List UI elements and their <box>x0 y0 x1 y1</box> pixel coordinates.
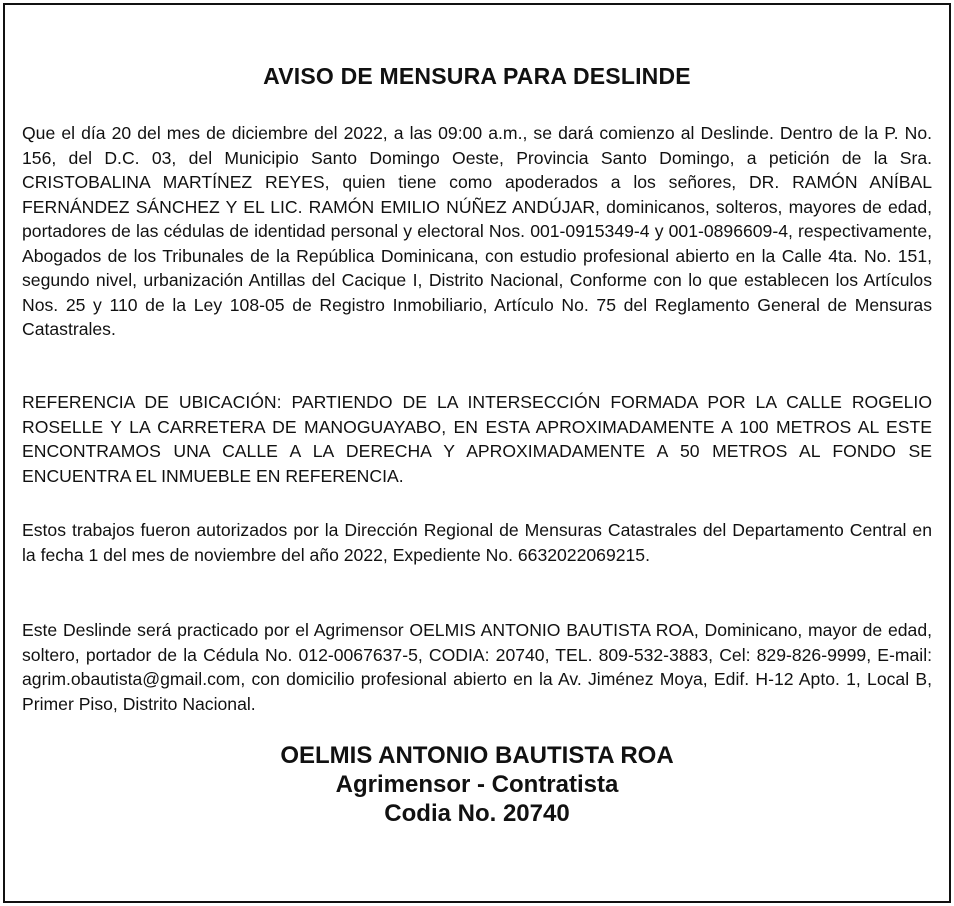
paragraph-deslinde-details: Que el día 20 del mes de diciembre del 2022, a las 09:00 a.m., se dará comienzo al Deslinde. Dentro de la P. No. 156, del D.C. 03, del Municipio Santo Domingo Oeste, Provincia Santo Domingo, a petición de la Sra. CRISTOBALINA MARTÍNEZ REYES, quien tiene como apoderados a los señores, DR. RAMÓN ANÍBAL FERNÁNDEZ SÁNCHEZ Y EL LIC. RAMÓN EMILIO NÚÑEZ ANDÚJAR, dominicanos, solteros, mayores de edad, portadores de las cédulas de identidad personal y electoral Nos. 001-0915349-4 y 001-0896609-4, respectivamente, Abogados de los Tribunales de la República Dominicana, con estudio profesional abierto en la Calle 4ta. No. 151, segundo nivel, urbanización Antillas del Cacique I, Distrito Nacional, Conforme con lo que establecen los Artículos Nos. 25 y 110 de la Ley 108-05 de Registro Inmobiliario, Artículo No. 75 del Reglamento General de Mensuras Catastrales. <box>22 123 932 339</box>
paragraph-location-reference: REFERENCIA DE UBICACIÓN: PARTIENDO DE LA INTERSECCIÓN FORMADA POR LA CALLE ROGELIO ROSELLE Y LA CARRETERA DE MANOGUAYABO, EN ESTA APROXIMADAMENTE A 100 METROS AL ESTE ENCONTRAMOS UNA CALLE A LA DERECHA Y APROXIMADAMENTE A 50 METROS AL FONDO SE ENCUENTRA EL INMUEBLE EN REFERENCIA. <box>22 392 932 486</box>
notice-title: AVISO DE MENSURA PARA DESLINDE <box>263 63 691 89</box>
notice-frame <box>3 3 951 903</box>
paragraph-surveyor-details: Este Deslinde será practicado por el Agrimensor OELMIS ANTONIO BAUTISTA ROA, Dominicano, mayor de edad, soltero, portador de la Cédula No. 012-0067637-5, CODIA: 20740, TEL. 809-532-3883, Cel: 829-826-9999, E-mail: agrim.obautista@gmail.com, con domicilio profesional abierto en la Av. Jiménez Moya, Edif. H-12 Apto. 1, Local B, Primer Piso, Distrito Nacional. <box>22 620 932 714</box>
signature-role: Agrimensor - Contratista <box>335 771 619 798</box>
signature-name: OELMIS ANTONIO BAUTISTA ROA <box>280 742 674 769</box>
signature-codia: Codia No. 20740 <box>384 800 570 827</box>
paragraph-authorization: Estos trabajos fueron autorizados por la Dirección Regional de Mensuras Catastrales del Departamento Central en la fecha 1 del mes de noviembre del año 2022, Expediente No. 6632022069215. <box>22 520 932 565</box>
signature-block <box>5 741 949 828</box>
